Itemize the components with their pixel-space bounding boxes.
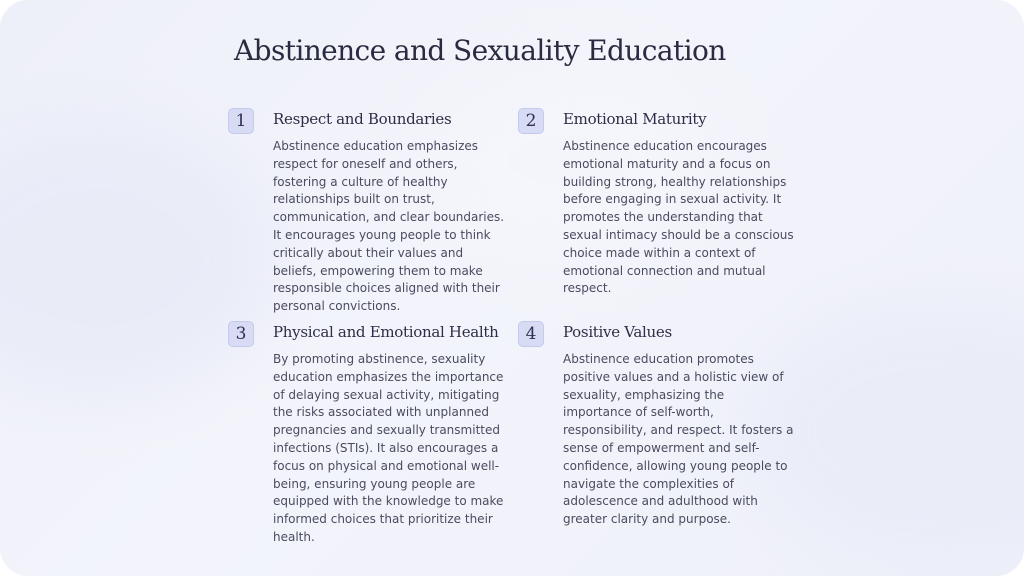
number-badge: 4 <box>518 321 544 347</box>
number-badge: 1 <box>228 108 254 134</box>
background-shape <box>0 120 280 400</box>
point-description: Abstinence education emphasizes respect for oneself and others, fostering a culture of healthy relationships built on trust, communication, and clear boundaries. It encourages young people to think critically about their values and beliefs, empowering them to make responsible choices aligned with their personal convictions. <box>273 139 505 314</box>
point-description: By promoting abstinence, sexuality education emphasizes the importance of delaying sexual activity, mitigating the risks associated with unplanned pregnancies and sexually transmitted infections (STIs). It also encourages a focus on physical and emotional well-being, ensuring young people are equipped with the knowledge to make informed choices that prioritize their health. <box>273 352 504 544</box>
number-badge: 3 <box>228 321 254 347</box>
point-description: Abstinence education promotes positive values and a holistic view of sexuality, emphasizing the importance of self-worth, responsibility, and respect. It fosters a sense of empowerment and self-confidence, allowing young people to navigate the complexities of adolescence and adulthood with greater clarity and purpose. <box>563 352 794 527</box>
slide-title: Abstinence and Sexuality Education <box>234 34 726 67</box>
point-title: Physical and Emotional Health <box>273 323 499 341</box>
number-badge: 2 <box>518 108 544 134</box>
point-description: Abstinence education encourages emotional maturity and a focus on building strong, healthy relationships before engaging in sexual activity. It promotes the understanding that sexual intimacy should be a conscious choice made within a context of emotional connection and mutual respect. <box>563 139 794 296</box>
point-title: Respect and Boundaries <box>273 110 452 128</box>
point-title: Positive Values <box>563 323 672 341</box>
point-title: Emotional Maturity <box>563 110 707 128</box>
